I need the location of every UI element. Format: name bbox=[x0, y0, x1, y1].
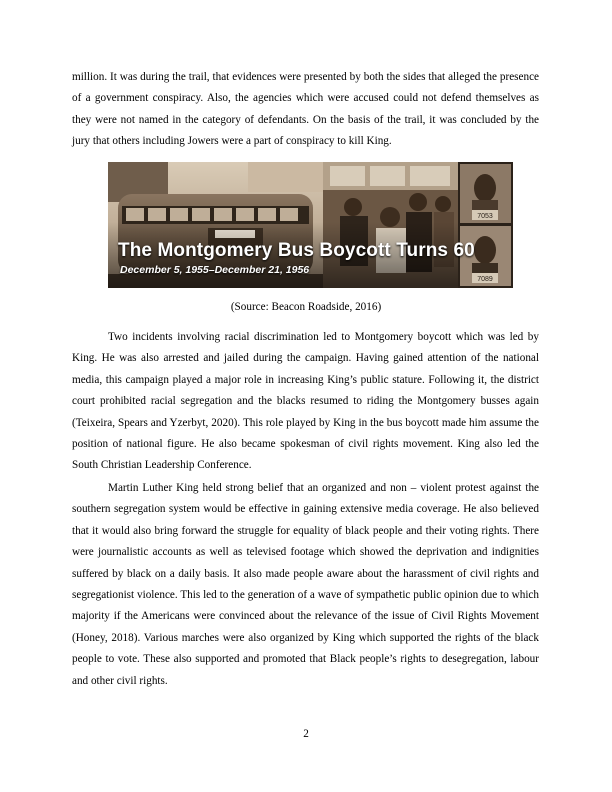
montgomery-bus-boycott-image bbox=[108, 162, 513, 288]
mugshots bbox=[458, 162, 513, 288]
mugshot-2-number: 7089 bbox=[477, 276, 493, 283]
paragraph-3: Martin Luther King held strong belief that an organized and non – violent protest against the southern segregation system would be effective in gaining extensive media coverage. He also believed that it would also bring forward the struggle for equality of black people and their voting rights. There were journalistic accounts as well as televised footage which showed the deprivation and indignities suffered by black on a daily basis. It also made people aware about the harassment of civil rights and segregationist violence. This led to the generation of a wave of sympathetic public opinion due to which majority if the Americans were convinced about the relevance of the issue of Civil Rights Movement (Honey, 2018). Various marches were also organized by King which supported the rights of the black people to vote. These also supported and promoted that Black people’s rights to desegregation, labour and other civil rights. bbox=[72, 482, 539, 687]
figure-subtitle: December 5, 1955–December 21, 1956 bbox=[120, 264, 310, 276]
figure-caption: (Source: Beacon Roadside, 2016) bbox=[230, 301, 382, 313]
page-number: 2 bbox=[303, 728, 309, 740]
mugshot-1-number: 7053 bbox=[477, 213, 493, 220]
figure-title: The Montgomery Bus Boycott Turns 60 bbox=[118, 240, 475, 261]
paragraph-2: Two incidents involving racial discrimination led to Montgomery boycott which was led by King. He was also arrested and jailed during the campaign. Having gained attention of the national media, this campaign played a major role in increasing King’s public stature. Following it, the district court prohibited racial segregation and the blacks resumed to riding the Montgomery busses again (Teixeira, Spears and Yzerbyt, 2020). This role played by King in the bus boycott made him assume the position of national figure. He also became spokesman of civil rights movement. King also led the South Christian Leadership Conference. bbox=[72, 331, 539, 472]
paragraph-1: million. It was during the trail, that evidences were presented by both the sides that alleged the presence of a government conspiracy. Also, the agencies which were accused could not defend themselves as they were not named in the category of defendants. On the basis of the trail, it was concluded by the jury that others including Jowers were a part of conspiracy to kill King. bbox=[72, 71, 539, 148]
